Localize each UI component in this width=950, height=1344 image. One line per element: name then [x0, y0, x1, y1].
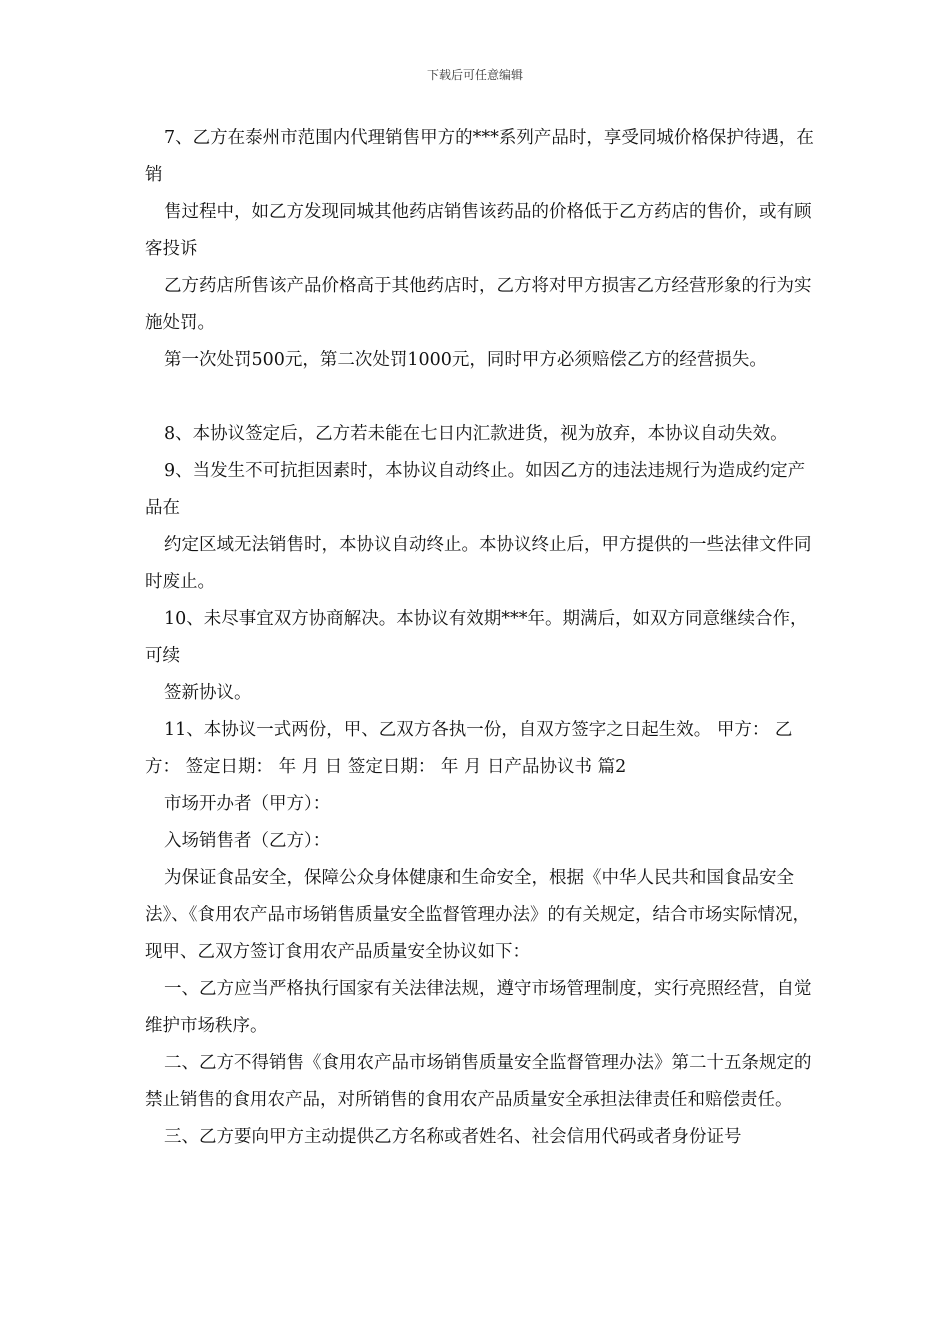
paragraph-clause-9-cont: 约定区域无法销售时，本协议自动终止。本协议终止后，甲方提供的一些法律文件同时废止。: [145, 535, 812, 592]
paragraph-clause-7: 7、乙方在泰州市范围内代理销售甲方的***系列产品时，享受同城价格保护待遇，在销: [145, 128, 814, 185]
paragraph-article-3: 三、乙方要向甲方主动提供乙方名称或者姓名、社会信用代码或者身份证号: [164, 1127, 742, 1147]
paragraph-article-1: 一、乙方应当严格执行国家有关法律法规，遵守市场管理制度，实行亮照经营，自觉维护市场秩序。: [145, 979, 812, 1036]
paragraph-clause-7-cont-2: 乙方药店所售该产品价格高于其他药店时，乙方将对甲方损害乙方经营形象的行为实施处罚。: [145, 276, 812, 333]
paragraph-clause-11: 11、本协议一式两份，甲、乙双方各执一份，自双方签字之日起生效。 甲方： 乙方： 签定日期： 年 月 日 签定日期： 年 月 日产品协议书 篇2: [145, 720, 793, 777]
paragraph-party-a: 市场开办者（甲方）：: [164, 794, 331, 814]
paragraph-clause-10-cont: 签新协议。: [164, 683, 252, 703]
paragraph-clause-7-cont-1: 售过程中，如乙方发现同城其他药店销售该药品的价格低于乙方药店的售价，或有顾客投诉: [145, 202, 812, 259]
paragraph-clause-9: 9、当发生不可抗拒因素时，本协议自动终止。如因乙方的违法违规行为造成约定产品在: [145, 461, 806, 518]
paragraph-preamble: 为保证食品安全，保障公众身体健康和生命安全，根据《中华人民共和国食品安全法》、《食用农产品市场销售质量安全监督管理办法》的有关规定，结合市场实际情况，现甲、乙双方签订食用农产品质量安全协议如下：: [145, 868, 810, 962]
blank-line: [145, 379, 815, 416]
paragraph-clause-10: 10、未尽事宜双方协商解决。本协议有效期***年。期满后，如双方同意继续合作，可续: [145, 609, 808, 666]
page-header: 下载后可任意编辑: [426, 68, 523, 82]
paragraph-article-2: 二、乙方不得销售《食用农产品市场销售质量安全监督管理办法》第二十五条规定的禁止销售的食用农产品，对所销售的食用农产品质量安全承担法律责任和赔偿责任。: [145, 1053, 812, 1110]
paragraph-clause-8: 8、本协议签定后，乙方若未能在七日内汇款进货，视为放弃，本协议自动失效。: [164, 424, 788, 444]
document-body: [145, 120, 815, 1156]
paragraph-party-b: 入场销售者（乙方）：: [164, 831, 331, 851]
paragraph-clause-7-penalty: 第一次处罚500元，第二次处罚1000元，同时甲方必须赔偿乙方的经营损失。: [164, 350, 767, 370]
